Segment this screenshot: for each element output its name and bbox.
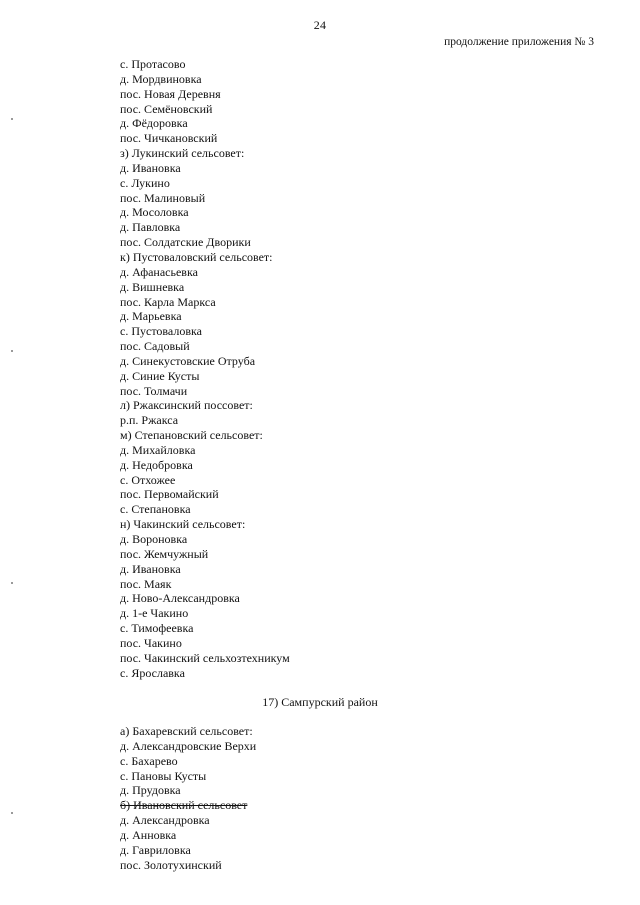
list-item: пос. Маяк: [120, 576, 172, 591]
page-number: 24: [313, 18, 327, 32]
scan-margin-mark: [11, 350, 13, 352]
list-item: с. Тимофеевка: [120, 621, 194, 636]
list-item: пос. Первомайский: [120, 487, 219, 502]
list-item: с. Пустоваловка: [120, 324, 202, 339]
list-item: пос. Чакинский сельхозтехникум: [120, 650, 290, 665]
council-heading: а) Бахаревский сельсовет:: [120, 724, 253, 738]
list-item: д. Вороновка: [120, 532, 188, 546]
council-heading-struck: б) Ивановский сельсовет: [120, 798, 248, 813]
list-item: с. Бахарево: [120, 753, 178, 768]
council-heading: к) Пустоваловский сельсовет:: [120, 249, 273, 264]
list-item: с. Пановы Кусты: [120, 768, 207, 783]
list-item: д. Ивановка: [120, 561, 181, 576]
list-item: с. Протасово: [120, 57, 186, 71]
list-item: д. Фёдоровка: [120, 116, 188, 131]
list-item: с. Степановка: [120, 502, 191, 517]
list-item: с. Лукино: [120, 175, 170, 190]
list-item: д. Михайловка: [120, 442, 196, 457]
list-item: д. Прудовка: [120, 783, 181, 798]
scan-margin-mark: [11, 812, 13, 814]
list-item: д. Марьевка: [120, 309, 182, 324]
list-item: д. Александровские Верхи: [120, 738, 257, 753]
list-item: д. Синекустовские Отруба: [120, 353, 256, 368]
list-item: с. Ярославка: [120, 665, 185, 680]
list-item: р.п. Ржакса: [120, 413, 179, 428]
list-item: д. 1-е Чакино: [120, 606, 189, 621]
list-item: пос. Жемчужный: [120, 546, 209, 561]
list-item: пос. Золотухинский: [120, 857, 222, 872]
list-item: д. Ново-Александровка: [120, 591, 240, 606]
list-item: д. Гавриловка: [120, 842, 191, 857]
list-item: пос. Толмачи: [120, 383, 188, 398]
list-item: пос. Садовый: [120, 339, 190, 354]
list-item: пос. Новая Деревня: [120, 86, 221, 101]
list-item: пос. Семёновский: [120, 101, 213, 116]
scan-margin-mark: [11, 118, 13, 120]
list-item: д. Александровка: [120, 813, 210, 828]
list-item: д. Афанасьевка: [120, 264, 198, 279]
list-item: пос. Малиновый: [120, 190, 206, 205]
appendix-continuation-note: продолжение приложения № 3: [444, 36, 594, 48]
list-item: д. Синие Кусты: [120, 368, 200, 383]
council-heading: м) Степановский сельсовет:: [120, 428, 263, 443]
list-item: с. Отхожее: [120, 472, 176, 487]
sampur-settlement-list: [120, 724, 256, 872]
council-heading: з) Лукинский сельсовет:: [120, 146, 245, 161]
list-item: д. Мосоловка: [120, 205, 189, 220]
council-heading: л) Ржаксинский поссовет:: [120, 398, 253, 413]
list-item: пос. Карла Маркса: [120, 294, 216, 309]
list-item: пос. Солдатские Дворики: [120, 235, 251, 250]
list-item: д. Анновка: [120, 827, 177, 842]
list-item: д. Павловка: [120, 220, 181, 235]
list-item: пос. Чичкановский: [120, 131, 218, 146]
council-heading: н) Чакинский сельсовет:: [120, 517, 246, 532]
district-heading: 17) Сампурский район: [262, 695, 378, 709]
list-item: д. Ивановка: [120, 160, 181, 175]
list-item: д. Недобровка: [120, 457, 193, 472]
scan-margin-mark: [11, 582, 13, 584]
list-item: пос. Чакино: [120, 635, 182, 650]
list-item: д. Мордвиновка: [120, 71, 202, 86]
settlement-list: [120, 57, 290, 680]
list-item: д. Вишневка: [120, 279, 185, 294]
